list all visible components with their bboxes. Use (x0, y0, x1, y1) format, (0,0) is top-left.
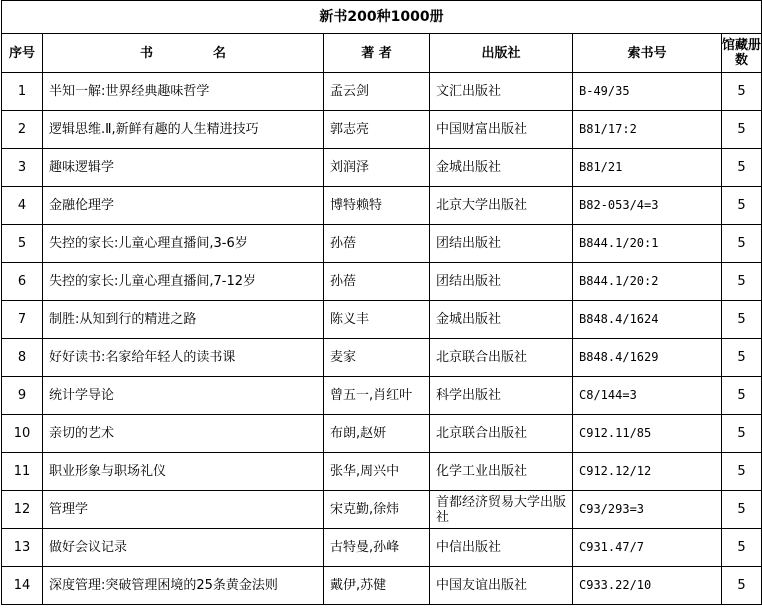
row-book-title: 失控的家长:儿童心理直播间,7-12岁 (43, 263, 324, 301)
row-call-number: B-49/35 (573, 73, 722, 111)
row-call-number: C912.12/12 (573, 453, 722, 491)
table-row (2, 339, 762, 377)
row-publisher: 中国财富出版社 (430, 111, 573, 149)
header-row (2, 34, 762, 73)
row-copies: 5 (722, 529, 762, 567)
row-copies: 5 (722, 73, 762, 111)
row-publisher: 金城出版社 (430, 149, 573, 187)
header-author: 著 者 (324, 34, 430, 73)
row-number: 9 (2, 377, 43, 415)
row-publisher: 科学出版社 (430, 377, 573, 415)
row-copies: 5 (722, 187, 762, 225)
row-call-number: C8/144=3 (573, 377, 722, 415)
row-call-number: B81/17:2 (573, 111, 722, 149)
table-body (2, 73, 762, 605)
row-publisher: 中信出版社 (430, 529, 573, 567)
header-book-title (43, 34, 324, 73)
table-row (2, 225, 762, 263)
row-publisher: 北京联合出版社 (430, 415, 573, 453)
row-number: 11 (2, 453, 43, 491)
row-author: 麦家 (324, 339, 430, 377)
row-number: 3 (2, 149, 43, 187)
row-call-number: B844.1/20:2 (573, 263, 722, 301)
row-book-title: 管理学 (43, 491, 324, 529)
row-copies: 5 (722, 377, 762, 415)
row-copies: 5 (722, 339, 762, 377)
header-publisher: 出版社 (430, 34, 573, 73)
row-copies: 5 (722, 567, 762, 605)
table-row (2, 491, 762, 529)
row-publisher: 中国友谊出版社 (430, 567, 573, 605)
row-book-title: 亲切的艺术 (43, 415, 324, 453)
row-author: 博特赖特 (324, 187, 430, 225)
row-author: 孙蓓 (324, 263, 430, 301)
book-list-table (1, 0, 762, 605)
row-copies: 5 (722, 301, 762, 339)
row-copies: 5 (722, 415, 762, 453)
row-book-title: 趣味逻辑学 (43, 149, 324, 187)
row-call-number: C931.47/7 (573, 529, 722, 567)
table-row (2, 567, 762, 605)
row-number: 5 (2, 225, 43, 263)
row-number: 10 (2, 415, 43, 453)
table-row (2, 301, 762, 339)
row-publisher: 团结出版社 (430, 225, 573, 263)
row-book-title: 制胜:从知到行的精进之路 (43, 301, 324, 339)
row-author: 戴伊,苏健 (324, 567, 430, 605)
header-book-char-2: 名 (213, 45, 227, 61)
row-call-number: B844.1/20:1 (573, 225, 722, 263)
row-author: 刘润泽 (324, 149, 430, 187)
row-book-title: 深度管理:突破管理困境的25条黄金法则 (43, 567, 324, 605)
row-book-title: 金融伦理学 (43, 187, 324, 225)
row-number: 6 (2, 263, 43, 301)
row-book-title: 做好会议记录 (43, 529, 324, 567)
row-number: 4 (2, 187, 43, 225)
table-row (2, 377, 762, 415)
row-number: 14 (2, 567, 43, 605)
table-row (2, 529, 762, 567)
row-publisher: 北京联合出版社 (430, 339, 573, 377)
row-call-number: C933.22/10 (573, 567, 722, 605)
row-author: 陈义丰 (324, 301, 430, 339)
row-author: 郭志亮 (324, 111, 430, 149)
row-copies: 5 (722, 225, 762, 263)
row-book-title: 半知一解:世界经典趣味哲学 (43, 73, 324, 111)
row-author: 曾五一,肖红叶 (324, 377, 430, 415)
row-call-number: C93/293=3 (573, 491, 722, 529)
row-book-title: 统计学导论 (43, 377, 324, 415)
header-book-char-1: 书 (139, 45, 153, 61)
row-book-title: 好好读书:名家给年轻人的读书课 (43, 339, 324, 377)
row-author: 宋克勤,徐炜 (324, 491, 430, 529)
row-publisher: 化学工业出版社 (430, 453, 573, 491)
row-publisher: 团结出版社 (430, 263, 573, 301)
row-call-number: B81/21 (573, 149, 722, 187)
row-number: 12 (2, 491, 43, 529)
row-author: 布朗,赵妍 (324, 415, 430, 453)
table-title: 新书200种1000册 (2, 1, 762, 34)
table-row (2, 73, 762, 111)
table-row (2, 263, 762, 301)
table-row (2, 111, 762, 149)
row-number: 1 (2, 73, 43, 111)
row-publisher: 文汇出版社 (430, 73, 573, 111)
header-call-number: 索书号 (573, 34, 722, 73)
row-number: 8 (2, 339, 43, 377)
header-copies: 馆藏册数 (722, 34, 762, 73)
row-call-number: B848.4/1629 (573, 339, 722, 377)
row-book-title: 职业形象与职场礼仪 (43, 453, 324, 491)
row-publisher: 金城出版社 (430, 301, 573, 339)
row-copies: 5 (722, 111, 762, 149)
row-copies: 5 (722, 453, 762, 491)
header-no: 序号 (2, 34, 43, 73)
row-number: 7 (2, 301, 43, 339)
row-author: 孟云剑 (324, 73, 430, 111)
row-call-number: B848.4/1624 (573, 301, 722, 339)
row-book-title: 失控的家长:儿童心理直播间,3-6岁 (43, 225, 324, 263)
row-publisher: 北京大学出版社 (430, 187, 573, 225)
table-row (2, 149, 762, 187)
row-author: 张华,周兴中 (324, 453, 430, 491)
table-row (2, 415, 762, 453)
table-row (2, 187, 762, 225)
row-author: 孙蓓 (324, 225, 430, 263)
row-publisher: 首都经济贸易大学出版社 (430, 491, 573, 529)
row-book-title: 逻辑思维.Ⅱ,新鲜有趣的人生精进技巧 (43, 111, 324, 149)
row-copies: 5 (722, 149, 762, 187)
row-call-number: B82-053/4=3 (573, 187, 722, 225)
row-call-number: C912.11/85 (573, 415, 722, 453)
row-author: 古特曼,孙峰 (324, 529, 430, 567)
row-number: 2 (2, 111, 43, 149)
row-number: 13 (2, 529, 43, 567)
row-copies: 5 (722, 263, 762, 301)
table-row (2, 453, 762, 491)
row-copies: 5 (722, 491, 762, 529)
